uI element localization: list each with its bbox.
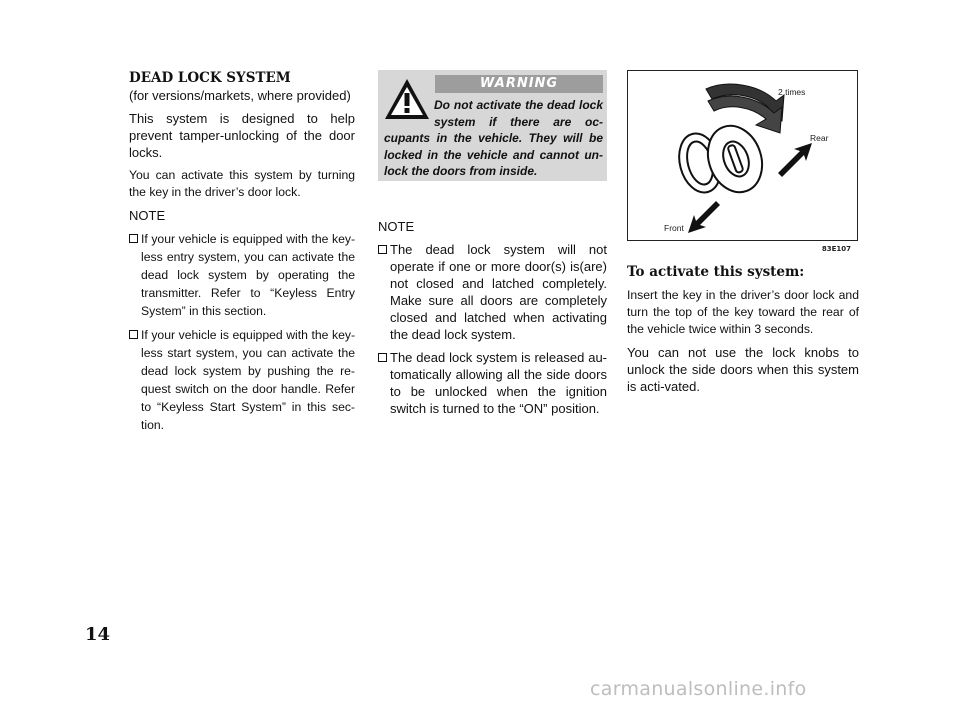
section-subheading: (for versions/markets, where provided)	[129, 88, 351, 103]
rear-arrow-icon	[778, 143, 812, 177]
key-turn-illustration	[628, 71, 857, 240]
note-label: NOTE	[129, 208, 166, 223]
checkbox-bullet-icon	[129, 234, 138, 243]
figure-label-front: Front	[664, 223, 684, 233]
activation-paragraph: You can activate this system by turning the key in the driver’s door lock.	[129, 168, 355, 199]
activate-paragraph: Insert the key in the driver’s door lock and turn the top of the key toward the rear of the vehicle twice within 3 seconds.	[627, 288, 859, 336]
note-label: NOTE	[378, 219, 415, 234]
middle-column	[378, 218, 607, 423]
warning-text-content: Do not activate the dead lock system if there are oc-cupants in the vehicle. They will be locked in the vehicle and cannot un-lock the doors from inside.	[384, 98, 603, 178]
note-bullet-text: The dead lock system is released au-tomatically allowing all the side doors to be unlocked when the ignition switch is turned to the “ON” position.	[390, 350, 607, 416]
figure-code: 83E107	[821, 245, 851, 253]
front-arrow-icon	[688, 201, 720, 233]
left-column	[129, 70, 355, 440]
lock-knob-paragraph: You can not use the lock knobs to unlock the side doors when this system is acti-vated.	[627, 345, 859, 394]
activate-heading: To activate this system:	[627, 264, 805, 280]
figure-label-times: 2 times	[778, 87, 806, 97]
key-icon	[673, 118, 771, 200]
note-bullet-text: If your vehicle is equipped with the key-less start system, you can activate the dead lock system by pushing the re-quest switch on the door handle. Refer to “Keyless Start System” in this sec-tion.	[141, 328, 355, 432]
right-column	[627, 264, 859, 401]
note-bullet	[129, 326, 355, 434]
rotation-arrow-icon	[706, 84, 784, 133]
note-bullet-text: If your vehicle is equipped with the key-less entry system, you can activate the dead lock system by operating the transmitter. Refer to “Keyless Entry System” in this section.	[141, 232, 355, 318]
figure-label-rear: Rear	[810, 133, 829, 143]
note-bullet	[129, 230, 355, 320]
intro-paragraph: This system is designed to help prevent tamper-unlocking of the door locks.	[129, 111, 355, 160]
key-diagram-figure	[627, 70, 858, 253]
checkbox-bullet-icon	[378, 353, 387, 362]
warning-box	[378, 70, 607, 181]
page-number: 14	[85, 624, 111, 645]
checkbox-bullet-icon	[129, 330, 138, 339]
note-bullet	[378, 241, 607, 343]
checkbox-bullet-icon	[378, 245, 387, 254]
note-bullet	[378, 349, 607, 417]
watermark: carmanualsonline.info	[590, 678, 807, 700]
warning-text	[384, 97, 603, 180]
note-bullet-text: The dead lock system will not operate if one or more door(s) is(are) not closed and latched completely. Make sure all doors are completely closed and latched when activating the dead lock system.	[390, 242, 607, 342]
warning-title: WARNING	[435, 75, 603, 93]
section-heading: DEAD LOCK SYSTEM	[129, 70, 291, 86]
